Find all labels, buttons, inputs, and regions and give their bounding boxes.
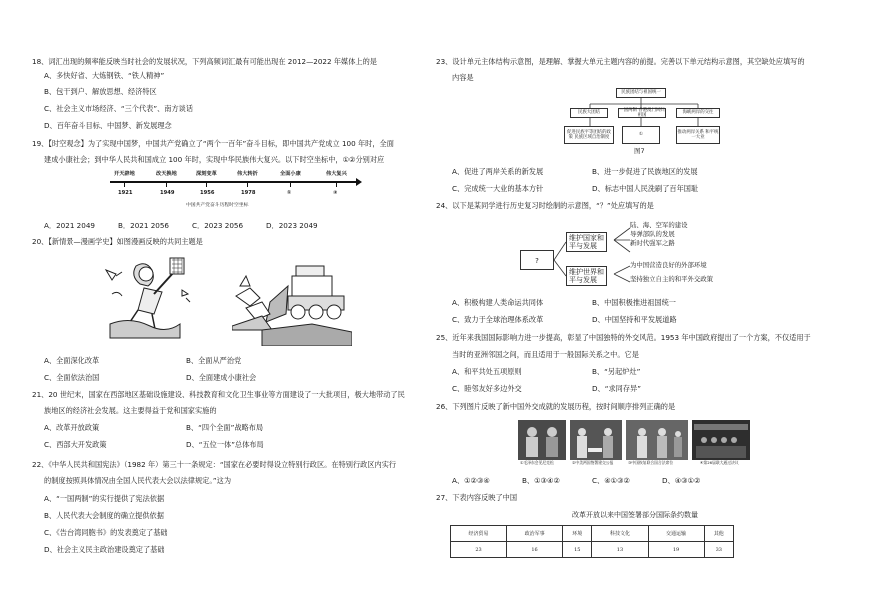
q24-mind-map [520,220,760,290]
diagram-bottom-node-3: 推动两岸关系 和平统一大业 [676,126,720,144]
q26-option-a: A、①②③④ [452,476,490,485]
q26-option-b: B、①③④② [522,476,560,485]
diagram-mid-node-3: 海峡两岸的交往 [676,108,720,118]
timeline-year-4: 1978 [241,190,256,196]
q19-option-b: B．2021 2056 [118,221,169,230]
q22-stem-line1: 22、《中华人民共和国宪法》（1982 年）第三十一条规定：“国家在必要时得设立特别行政区。在特别行政区内实行 [32,460,397,469]
q18-option-c: C、社会主义市场经济、“三个代表”、南方谈话 [44,104,194,113]
timeline-tick [124,182,125,187]
q22-option-b: B、人民代表大会制度的确立提供依据 [44,511,164,520]
table-header-cell: 科技文化 [592,526,648,542]
q20-stem: 20、【新情景—漫画学史】如图漫画反映的共同主题是 [32,237,203,246]
q22-option-c: C、《告台湾同胞书》的发表奠定了基础 [44,528,168,537]
timeline-year-1: 1921 [118,190,133,196]
q26-stem: 26、下列图片反映了新中国外交成就的发展历程，按时间顺序排列正确的是 [436,402,676,411]
q26-photo-2 [570,420,622,460]
table-row [451,542,734,558]
q26-option-d: D、④③①② [662,476,701,485]
timeline-tick [247,182,248,187]
timeline-caption: 中国共产党奋斗历程时空坐标 [186,203,249,208]
q21-stem-line1: 21、20 世纪末，国家在西部地区基础设施建设、科技教育和文化卫生事业等方面建设了一大批项目，极大地带动了民 [32,390,405,399]
timeline-year-5: ① [287,190,292,196]
q24-option-d: D、中国坚持和平发展道路 [592,315,677,324]
q21-option-b: B、“四个全面”战略布局 [186,423,264,432]
table-header-cell: 政治军事 [507,526,563,542]
q21-stem-line2: 族地区的经济社会发展。这主要得益于党和国家实施的 [44,406,217,415]
q18-option-a: A、多快好省、大炼钢铁、“铁人精神” [44,71,165,80]
q25-stem-line2: 当时的亚洲邻国之间，而且适用于一般国际关系之中。它是 [452,350,639,359]
diagram-caption: 图7 [634,147,645,155]
q20-option-d: D、全面建成小康社会 [186,373,257,382]
q25-option-b: B、“另起炉灶” [592,367,641,376]
diagram-top-node: 民族团结与祖国统一 [616,88,666,98]
timeline-label-1: 开天辟地 [114,171,135,177]
timeline-year-2: 1949 [160,190,175,196]
mind-map-leaf-4: 为中国营造良好的外部环境 [630,261,707,269]
q26-photo-2-caption: ②中美两国签署建交公报 [572,460,614,465]
timeline-label-5: 全面小康 [280,171,301,177]
q18-option-b: B、包干到户、解放思想、经济特区 [44,87,157,96]
table-header-cell: 经济贸易 [451,526,507,542]
mind-map-leaf-3: 新时代强军之路 [630,239,675,247]
q23-option-a: A、促进了两岸关系的新发展 [452,167,544,176]
table-header-row [451,526,734,542]
q20-option-b: B、全面从严治党 [186,356,242,365]
table-cell: 33 [704,542,733,558]
photo-figures [692,420,750,460]
q19-option-d: D．2023 2049 [266,221,318,230]
q21-option-d: D、“五位一体”总体布局 [186,440,264,449]
table-cell: 15 [563,542,592,558]
q24-option-b: B、中国积极推进祖国统一 [592,298,676,307]
q27-stem: 27、下表内容反映了中国 [436,493,518,502]
cartoon-anti-corruption-image [100,254,195,346]
q23-structure-diagram [560,86,730,158]
q22-stem-line2: 的制度按照具体情况由全国人民代表大会以法律规定。”这为 [44,476,232,485]
q22-option-a: A、“一国两制”的实行提供了宪法依据 [44,494,165,503]
q20-option-c: C、全面依法治国 [44,373,100,382]
timeline-label-6: 伟大复兴 [326,171,347,177]
mind-map-leaf-5: 坚持独立自主的和平外交政策 [630,275,714,283]
q26-photo-1 [518,420,566,460]
q18-stem: 18、词汇出现的频率能反映当时社会的发展状况，下列高频词汇最有可能出现在 2012—2022 年媒体上的是 [32,57,377,66]
q24-option-a: A、积极构建人类命运共同体 [452,298,544,307]
cartoon-bulldozer-image [232,256,352,346]
diagram-bottom-node-blank: ① [622,126,660,144]
q26-option-c: C、④①③② [592,476,630,485]
q24-option-c: C、致力于全球治理体系改革 [452,315,544,324]
mind-map-leaf-1: 陆、海、空军的建设 [630,221,688,229]
timeline-year-3: 1956 [200,190,215,196]
q23-stem-line2: 内容是 [452,73,474,82]
q27-treaty-table [450,525,734,558]
timeline-label-4: 伟大转折 [237,171,258,177]
q25-option-c: C、睦邻友好多边外交 [452,384,522,393]
q27-table-title: 改革开放以来中国签署部分国际条约数量 [572,511,698,519]
q22-option-d: D、社会主义民主政治建设奠定了基础 [44,545,165,554]
timeline-tick [290,182,291,187]
q23-option-d: D、标志中国人民洗刷了百年国耻 [592,184,699,193]
q25-option-d: D、“求同存异” [592,384,641,393]
q25-stem-line1: 25、近年来我国国际影响力进一步提高，彰显了中国独特的外交风范。1953 年中国政府提出了一个方案，不仅适用于 [436,333,811,342]
q20-option-a: A、全面深化改革 [44,356,100,365]
q26-photo-4-caption: ④第26届联大通过决议 [700,460,739,465]
mind-map-leaf-2: 导弹部队的发展 [630,230,675,238]
q26-photo-3-caption: ③中国恢复联合国合法席位 [628,460,674,465]
q26-photo-4 [692,420,750,460]
diagram-mid-node-2: 一国两制 香港澳门回归祖国 [619,107,665,118]
q23-option-b: B、进一步促进了民族地区的发展 [592,167,698,176]
q19-stem-line2: 建成小康社会；到中华人民共和国成立 100 年时，实现中华民族伟大复兴。以下时空坐标中，①②分别对应 [44,155,385,164]
timeline-year-6: ② [333,190,338,196]
table-cell: 23 [451,542,507,558]
q19-stem-line1: 19、【时空观念】为了实现中国梦，中国共产党确立了“两个一百年”奋斗目标，即中国共产党成立 100 年时，全面 [32,139,394,148]
table-header-cell: 其他 [704,526,733,542]
q21-option-c: C、西部大开发政策 [44,440,107,449]
q23-stem-line1: 23、设计单元主体结构示意图，是理解、掌握大单元主题内容的前提。完善以下单元结构示意图，其空缺处应填写的 [436,57,805,66]
diagram-bottom-node-1: 促进民族平等团结的政策 民族区域自治制度 [564,126,614,144]
table-header-cell: 交通运输 [648,526,704,542]
q21-option-a: A、改革开放政策 [44,423,100,432]
timeline-label-3: 深刻变革 [196,171,217,177]
photo-figures [518,420,566,460]
diagram-connectors [560,86,730,158]
q18-option-d: D、百年奋斗目标、中国梦、新发展理念 [44,121,172,130]
q19-option-c: C．2023 2056 [192,221,244,230]
mind-map-node-world: 维护世界和 平与发展 [566,266,607,286]
table-cell: 16 [507,542,563,558]
q19-option-a: A．2021 2049 [44,221,95,230]
timeline-label-2: 改天换地 [156,171,177,177]
q26-photo-1-caption: ①毛泽东会见尼克松 [520,460,554,465]
q23-option-c: C、完成统一大业的基本方针 [452,184,544,193]
timeline-arrow [356,178,362,186]
timeline-tick [206,182,207,187]
photo-figures [626,420,688,460]
q24-stem: 24、以下是某同学进行历史复习时绘制的示意图，“？”处应填写的是 [436,201,654,210]
q26-photo-3 [626,420,688,460]
diagram-mid-node-1: 民族大团结 [570,108,608,118]
timeline-tick [166,182,167,187]
mind-map-node-national: 维护国家和 平与发展 [566,232,607,252]
q25-option-a: A、和平共处五项原则 [452,367,522,376]
q19-timeline [110,170,370,220]
table-header-cell: 环境 [563,526,592,542]
timeline-axis [110,181,358,183]
table-cell: 13 [592,542,648,558]
mind-map-question-node: ? [520,250,554,270]
table-cell: 19 [648,542,704,558]
photo-figures [570,420,622,460]
timeline-tick [336,182,337,187]
